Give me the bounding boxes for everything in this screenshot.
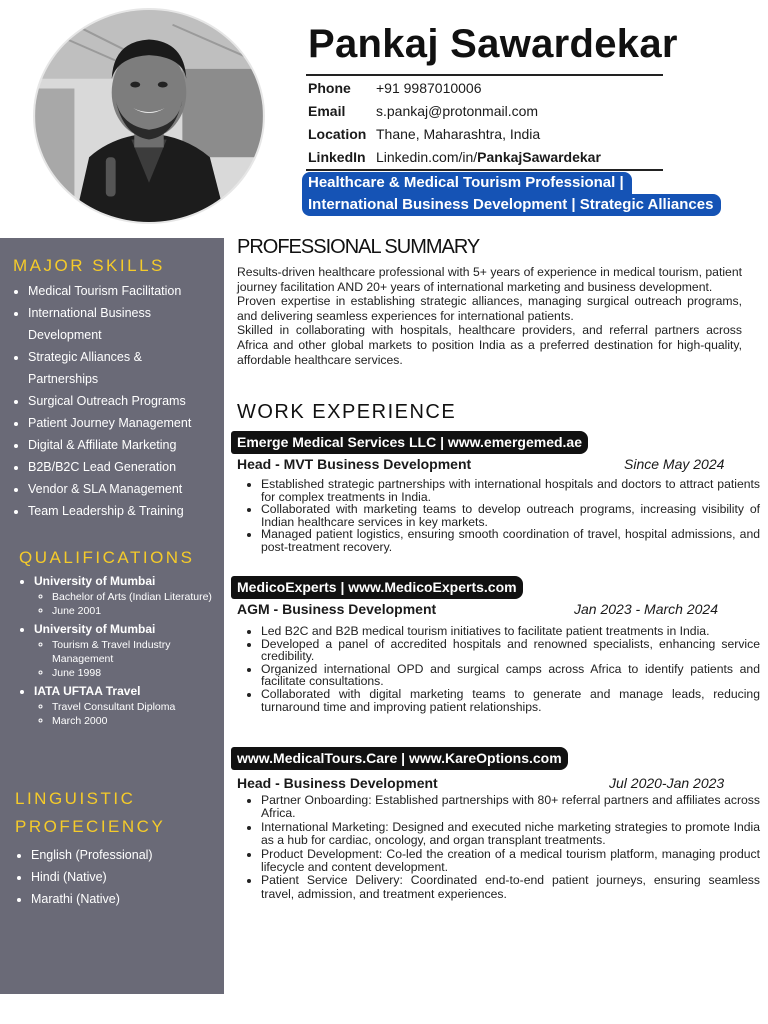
qualification-detail: ◦ Tourism & Travel Industry Management bbox=[52, 638, 224, 666]
contact-label: Location bbox=[308, 126, 367, 142]
company-banner: MedicoExperts | www.MedicoExperts.com bbox=[231, 576, 523, 599]
job-dates: Since May 2024 bbox=[624, 456, 725, 472]
qualifications-heading: QUALIFICATIONS bbox=[19, 548, 195, 567]
qualification-detail: ◦ Travel Consultant Diploma bbox=[52, 700, 224, 714]
skill-item: • Surgical Outreach Programs bbox=[28, 390, 191, 412]
summary-text bbox=[237, 265, 742, 367]
job-role: AGM - Business Development bbox=[237, 601, 437, 617]
job-bullet: • Product Development: Co-led the creation of a medical tourism platform, managing product lifecycle and content development. bbox=[261, 848, 760, 875]
skills-list bbox=[12, 280, 191, 522]
job-bullet: • Patient Service Delivery: Coordinated end-to-end patient journeys, ensuring seamless travel, admission, and treatment experiences. bbox=[261, 874, 760, 901]
qualification-detail: ◦ Bachelor of Arts (Indian Literature) bbox=[52, 590, 224, 604]
qualification-item bbox=[34, 574, 224, 618]
header-divider-bottom bbox=[306, 169, 663, 171]
company-banner: Emerge Medical Services LLC | www.emergemed.ae bbox=[231, 431, 588, 454]
language-item: • Marathi (Native) bbox=[31, 888, 153, 910]
sidebar bbox=[0, 238, 224, 994]
skill-item: • International Business bbox=[28, 302, 191, 324]
company-banner: www.MedicalTours.Care | www.KareOptions.com bbox=[231, 747, 568, 770]
linkedin-link[interactable] bbox=[376, 149, 601, 165]
job-bullet: • Established strategic partnerships with international hospitals and doctors to attract patients for complex treatments in India. bbox=[261, 478, 760, 503]
skills-heading: MAJOR SKILLS bbox=[13, 256, 165, 275]
skill-item: • Patient Journey Management bbox=[28, 412, 191, 434]
job-bullets bbox=[243, 478, 760, 554]
skill-item: • Vendor & SLA Management bbox=[28, 478, 191, 500]
job-bullet: • Developed a panel of accredited hospitals and renowned specialists, enhancing service credibility. bbox=[261, 638, 760, 663]
candidate-name: Pankaj Sawardekar bbox=[308, 22, 678, 66]
language-item: • Hindi (Native) bbox=[31, 866, 153, 888]
job-dates: Jan 2023 - March 2024 bbox=[574, 601, 718, 617]
languages-heading-line1: LINGUISTIC bbox=[15, 789, 136, 808]
job-bullets bbox=[243, 794, 760, 901]
summary-heading: PROFESSIONAL SUMMARY bbox=[237, 236, 480, 258]
qualifications-list bbox=[20, 574, 224, 732]
skill-item: • Digital & Affiliate Marketing bbox=[28, 434, 191, 456]
email-value[interactable]: s.pankaj@protonmail.com bbox=[376, 103, 539, 119]
summary-paragraph: Results-driven healthcare professional with 5+ years of experience in medical tourism, patient journey facilitation AND 20+ years of international marketing and business development. bbox=[237, 265, 742, 294]
contact-label: Phone bbox=[308, 80, 351, 96]
job-bullet: • Partner Onboarding: Established partnerships with 80+ referral partners and affiliates across Africa. bbox=[261, 794, 760, 821]
languages-list bbox=[14, 844, 153, 910]
job-role: Head - Business Development bbox=[237, 775, 438, 791]
skill-item: • Strategic Alliances & bbox=[28, 346, 191, 368]
linkedin-prefix: Linkedin.com/in/ bbox=[376, 149, 478, 165]
location-value: Thane, Maharashtra, India bbox=[376, 126, 541, 142]
job-bullet: • Collaborated with marketing teams to develop outreach programs, increasing visibility of Indian healthcare services in key markets. bbox=[261, 503, 760, 528]
contact-label: Email bbox=[308, 103, 346, 119]
job-bullet: • Collaborated with digital marketing teams to generate and manage leads, reducing turnaround time and improving patient relationships. bbox=[261, 688, 760, 713]
tagline-line: Healthcare & Medical Tourism Professional | bbox=[302, 172, 632, 194]
summary-paragraph: Proven expertise in establishing strategic alliances, managing surgical outreach programs, and delivering seamless experiences for international patients. bbox=[237, 294, 742, 323]
phone-value[interactable]: +91 9987010006 bbox=[376, 80, 482, 96]
tagline-line: International Business Development | Strategic Alliances bbox=[302, 194, 721, 216]
qualification-item bbox=[34, 684, 224, 728]
job-role: Head - MVT Business Development bbox=[237, 456, 472, 472]
job-bullet: • Led B2C and B2B medical tourism initiatives to facilitate patient treatments in India. bbox=[261, 625, 760, 638]
tagline bbox=[302, 172, 721, 216]
job-bullet: • Managed patient logistics, ensuring smooth coordination of travel, hospital admissions, and post-treatment recovery. bbox=[261, 528, 760, 553]
linkedin-handle: PankajSawardekar bbox=[477, 149, 601, 165]
skill-item: • Medical Tourism Facilitation bbox=[28, 280, 191, 302]
skill-item: • B2B/B2C Lead Generation bbox=[28, 456, 191, 478]
qualification-detail: ◦ March 2000 bbox=[52, 714, 224, 728]
job-bullet: • Organized international OPD and surgical camps across Africa to identify patients and facilitate consultations. bbox=[261, 663, 760, 688]
header-divider-top bbox=[306, 74, 663, 76]
qualification-institution: IATA UFTAA Travel bbox=[34, 684, 141, 698]
experience-heading: WORK EXPERIENCE bbox=[237, 401, 457, 423]
qualification-institution: University of Mumbai bbox=[34, 574, 156, 588]
job-dates: Jul 2020-Jan 2023 bbox=[609, 775, 725, 791]
qualification-detail: ◦ June 1998 bbox=[52, 666, 224, 680]
summary-paragraph: Skilled in collaborating with hospitals, healthcare providers, and referral partners across Africa and other global markets to position India as a preferred destination for high-quality, affordable healthcare services. bbox=[237, 323, 742, 367]
skill-item: Development bbox=[28, 328, 102, 342]
skill-item: Partnerships bbox=[28, 372, 99, 386]
qualification-item bbox=[34, 622, 224, 680]
qualification-detail: ◦ June 2001 bbox=[52, 604, 224, 618]
skill-item: • Team Leadership & Training bbox=[28, 500, 191, 522]
languages-heading-line2: PROFECIENCY bbox=[15, 817, 166, 836]
job-bullet: • International Marketing: Designed and executed niche marketing strategies to promote India as a hub for cardiac, oncology, and organ transplant treatments. bbox=[261, 821, 760, 848]
job-bullets bbox=[243, 625, 760, 713]
profile-photo bbox=[33, 8, 265, 224]
language-item: • English (Professional) bbox=[31, 844, 153, 866]
contact-label: LinkedIn bbox=[308, 149, 366, 165]
qualification-institution: University of Mumbai bbox=[34, 622, 156, 636]
